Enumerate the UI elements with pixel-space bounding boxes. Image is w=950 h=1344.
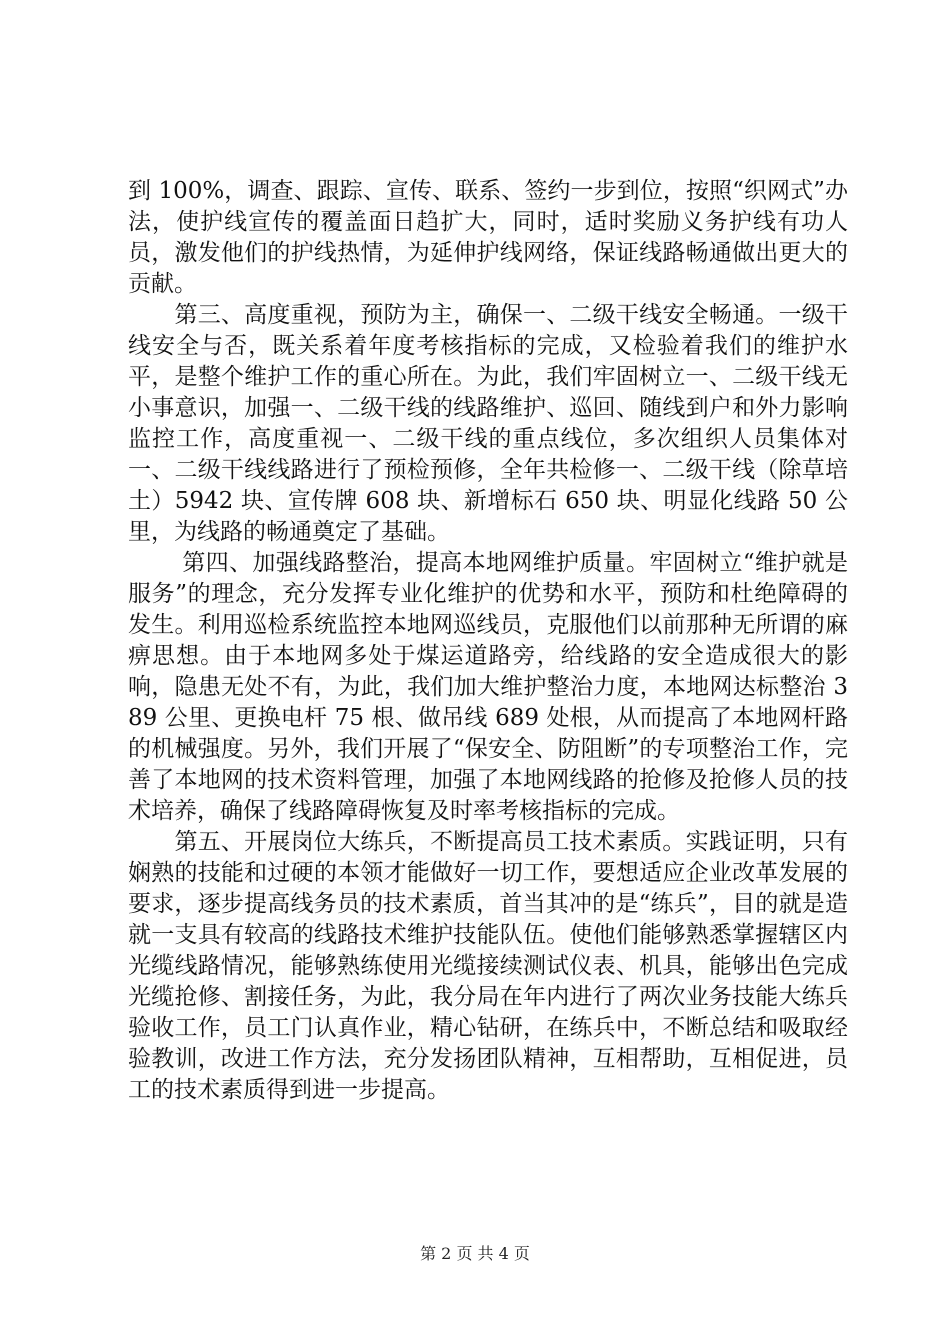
paragraph-section-four: 第四、加强线路整治，提高本地网维护质量。牢固树立“维护就是服务”的理念，充分发挥专业化维护的优势和水平，预防和杜绝障碍的发生。利用巡检系统监控本地网巡线员，克服他们以前那种无所谓的麻痹思想。由于本地网多处于煤运道路旁，给线路的安全造成很大的影响，隐患无处不有，为此，我们加大维护整治力度，本地网达标整治 389 公里、更换电杆 75 根、做吊线 689 处根，从而提高了本地网杆路的机械强度。另外，我们开展了“保安全、防阻断”的专项整治工作，完善了本地网的技术资料管理，加强了本地网线路的抢修及抢修人员的技术培养，确保了线路障碍恢复及时率考核指标的完成。 bbox=[128, 550, 848, 824]
paragraph-section-five: 第五、开展岗位大练兵，不断提高员工技术素质。实践证明，只有娴熟的技能和过硬的本领才能做好一切工作，要想适应企业改革发展的要求，逐步提高线务员的技术素质，首当其冲的是“练兵”，目的就是造就一支具有较高的线路技术维护技能队伍。使他们能够熟悉掌握辖区内光缆线路情况，能够熟练使用光缆接续测试仪表、机具，能够出色完成光缆抢修、割接任务，为此，我分局在年内进行了两次业务技能大练兵验收工作，员工门认真作业，精心钻研，在练兵中，不断总结和吸取经验教训，改进工作方法，充分发扬团队精神，互相帮助，互相促进，员工的技术素质得到进一步提高。 bbox=[128, 829, 848, 1103]
page-footer: 第 2 页 共 4 页 bbox=[420, 1244, 530, 1263]
document-body bbox=[128, 176, 848, 1106]
paragraph-continuation: 到 100%，调查、跟踪、宣传、联系、签约一步到位，按照“织网式”办法，使护线宣传的覆盖面日趋扩大，同时，适时奖励义务护线有功人员，激发他们的护线热情，为延伸护线网络，保证线路畅通做出更大的贡献。 bbox=[128, 178, 848, 297]
paragraph-section-three: 第三、高度重视，预防为主，确保一、二级干线安全畅通。一级干线安全与否，既关系着年度考核指标的完成，又检验着我们的维护水平，是整个维护工作的重心所在。为此，我们牢固树立一、二级干线无小事意识，加强一、二级干线的线路维护、巡回、随线到户和外力影响监控工作，高度重视一、二级干线的重点线位，多次组织人员集体对一、二级干线线路进行了预检预修，全年共检修一、二级干线（除草培土）5942 块、宣传牌 608 块、新增标石 650 块、明显化线路 50 公里，为线路的畅通奠定了基础。 bbox=[128, 302, 848, 545]
